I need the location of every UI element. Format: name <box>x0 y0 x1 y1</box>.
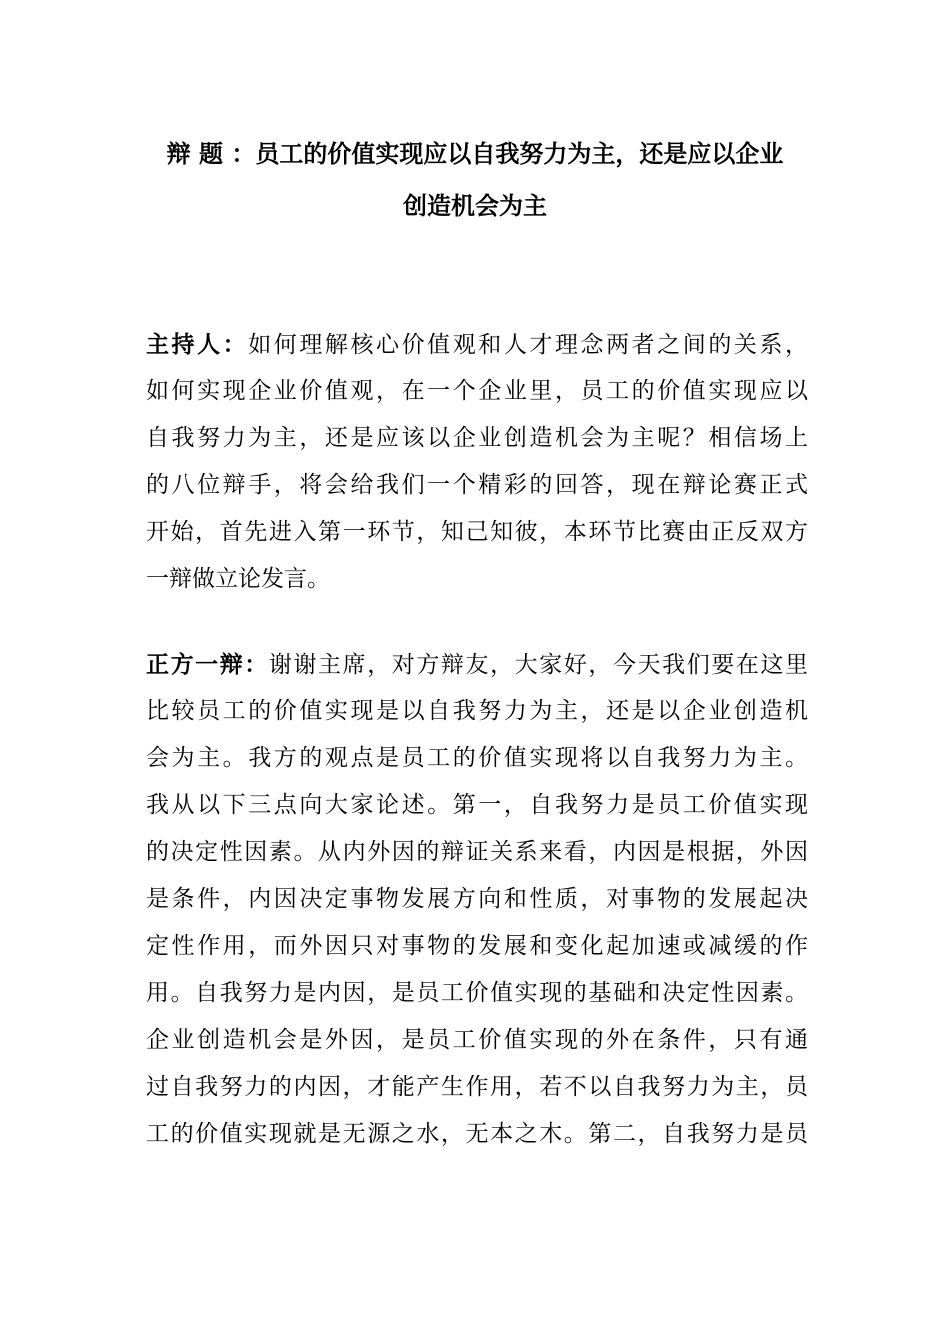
pro-line-4: 我从以下三点向大家论述。第一，自我努力是员工价值实现 <box>146 792 808 818</box>
pro-line-1: 正方一辩：谢谢主席，对方辩友，大家好，今天我们要在这里 <box>146 651 809 678</box>
pro-first-speaker-label: 正方一辩： <box>146 651 269 678</box>
pro-line-7: 定性作用，而外因只对事物的发展和变化起加速或减缓的作 <box>146 933 808 959</box>
host-paragraph <box>146 321 808 603</box>
host-line-3: 自我努力为主，还是应该以企业创造机会为主呢？相信场上 <box>146 425 808 451</box>
pro-line-11: 工的价值实现就是无源之水，无本之木。第二，自我努力是员 <box>146 1121 808 1147</box>
pro-first-debater-paragraph <box>146 641 808 1158</box>
host-line-4: 的八位辩手，将会给我们一个精彩的回答，现在辩论赛正式 <box>146 472 808 498</box>
pro-line-2: 比较员工的价值实现是以自我努力为主，还是以企业创造机 <box>146 698 808 724</box>
host-line-5: 开始，首先进入第一环节，知己知彼，本环节比赛由正反双方 <box>146 519 808 545</box>
pro-line-9: 企业创造机会是外因，是员工价值实现的外在条件，只有通 <box>146 1027 808 1053</box>
debate-title <box>144 128 806 232</box>
pro-line-3: 会为主。我方的观点是员工的价值实现将以自我努力为主。 <box>146 745 808 771</box>
pro-line-10: 过自我努力的内因，才能产生作用，若不以自我努力为主，员 <box>146 1074 808 1100</box>
host-line-6: 一辩做立论发言。 <box>146 566 330 592</box>
pro-line-5: 的决定性因素。从内外因的辩证关系来看，内因是根据，外因 <box>146 839 808 865</box>
host-speaker-label: 主持人： <box>146 331 249 358</box>
pro-line-8: 用。自我努力是内因，是员工价值实现的基础和决定性因素。 <box>146 980 808 1006</box>
pro-line-6: 是条件，内因决定事物发展方向和性质，对事物的发展起决 <box>146 886 808 912</box>
host-line-2: 如何实现企业价值观，在一个企业里，员工的价值实现应以 <box>146 378 808 404</box>
debate-title-line-1: 辩 题 ：员工的价值实现应以自我努力为主，还是应以企业 <box>166 139 784 168</box>
debate-title-line-2: 创造机会为主 <box>403 191 547 220</box>
host-line-1: 主持人：如何理解核心价值观和人才理念两者之间的关系， <box>146 331 809 358</box>
